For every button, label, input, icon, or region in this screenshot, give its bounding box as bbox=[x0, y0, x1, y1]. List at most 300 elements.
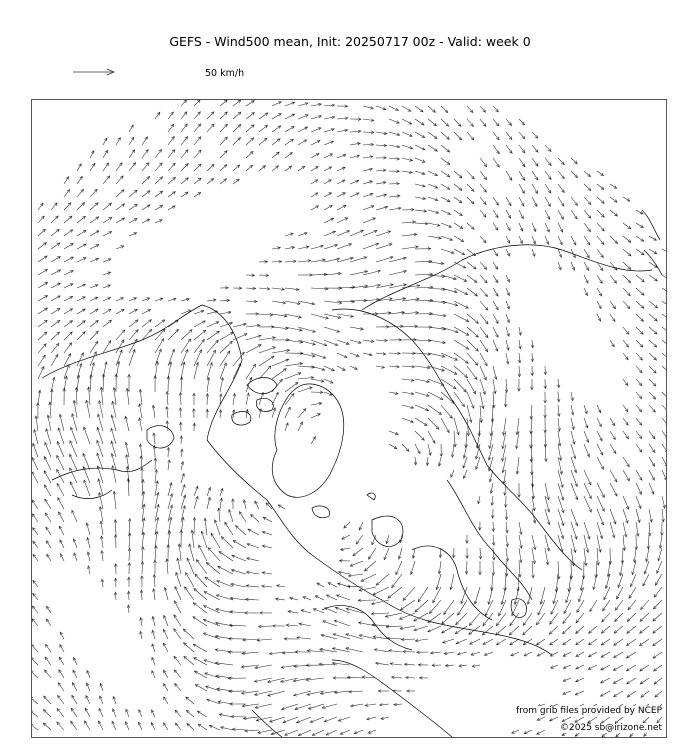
wind-arrow-shaft bbox=[566, 587, 571, 603]
wind-arrow-shaft bbox=[32, 514, 38, 522]
wind-arrow-shaft bbox=[636, 210, 643, 214]
wind-arrow-shaft bbox=[454, 132, 462, 140]
wind-arrow-shaft bbox=[597, 457, 604, 469]
wind-arrow-shaft bbox=[415, 119, 424, 125]
wind-arrow-shaft bbox=[610, 236, 618, 244]
wind-arrow-shaft bbox=[115, 520, 116, 535]
wind-arrow-shaft bbox=[285, 153, 292, 159]
wind-arrow-shaft bbox=[186, 710, 194, 717]
wind-arrow-shaft bbox=[181, 164, 188, 172]
wind-arrow-shaft bbox=[259, 356, 274, 366]
wind-arrow-shaft bbox=[376, 340, 387, 341]
wind-arrow-shaft bbox=[649, 483, 654, 494]
wind-arrow-shaft bbox=[545, 548, 548, 565]
wind-arrow-shaft bbox=[116, 204, 125, 210]
wind-arrow-shaft bbox=[415, 444, 420, 454]
wind-arrow-shaft bbox=[415, 145, 425, 150]
wind-arrow-shaft bbox=[389, 106, 398, 111]
wind-arrow-shaft bbox=[324, 366, 334, 371]
wind-arrow-shaft bbox=[84, 480, 90, 496]
wind-arrow-shaft bbox=[428, 132, 437, 139]
wind-arrow-shaft bbox=[623, 457, 629, 467]
wind-arrow-shaft bbox=[601, 678, 610, 683]
wind-arrow-shaft bbox=[597, 418, 601, 427]
wind-arrow-shaft bbox=[415, 600, 428, 612]
wind-arrow-shaft bbox=[44, 485, 51, 496]
wind-arrow-shaft bbox=[220, 363, 226, 379]
wind-arrow-shaft bbox=[129, 163, 136, 171]
wind-arrow-shaft bbox=[467, 392, 474, 408]
wind-arrow-shaft bbox=[441, 158, 450, 165]
wind-arrow-shaft bbox=[58, 696, 64, 705]
wind-arrow-shaft bbox=[337, 205, 346, 210]
wind-arrow-shaft bbox=[311, 153, 319, 158]
wind-arrow-shaft bbox=[70, 454, 77, 470]
wind-arrow-shaft bbox=[563, 626, 571, 634]
wind-arrow-shaft bbox=[64, 203, 71, 210]
wind-arrow-shaft bbox=[154, 575, 155, 588]
wind-arrow-shaft bbox=[563, 639, 571, 645]
wind-arrow-shaft bbox=[32, 458, 38, 471]
wind-arrow-shaft bbox=[59, 670, 64, 678]
wind-arrow-shaft bbox=[480, 340, 488, 352]
wind-arrow-shaft bbox=[610, 470, 617, 482]
wind-arrow-shaft bbox=[623, 275, 631, 283]
wind-arrow-shaft bbox=[636, 496, 641, 509]
wind-arrow-shaft bbox=[601, 652, 610, 657]
wind-arrow-shaft bbox=[184, 643, 195, 652]
wind-arrow-shaft bbox=[558, 210, 563, 219]
wind-arrow-shaft bbox=[337, 366, 345, 370]
wind-arrow-shaft bbox=[163, 629, 168, 639]
wind-arrow-shaft bbox=[493, 379, 495, 394]
wind-arrow-shaft bbox=[636, 470, 642, 480]
wind-arrow-shaft bbox=[77, 216, 86, 223]
wind-arrow-shaft bbox=[285, 373, 301, 379]
wind-arrow-shaft bbox=[32, 644, 38, 652]
wind-arrow-shaft bbox=[142, 205, 150, 210]
wind-arrow-head bbox=[614, 655, 617, 658]
wind-arrow-shaft bbox=[186, 573, 194, 588]
wind-arrow-shaft bbox=[285, 126, 294, 132]
wind-arrow-shaft bbox=[285, 407, 290, 418]
wind-arrow-head bbox=[629, 595, 632, 598]
wind-arrow-shaft bbox=[246, 301, 257, 302]
wind-arrow-shaft bbox=[493, 145, 499, 154]
wind-arrow-shaft bbox=[389, 271, 407, 275]
wind-arrow-shaft bbox=[597, 171, 604, 176]
wind-arrow-shaft bbox=[32, 657, 38, 665]
wind-arrow-head bbox=[614, 186, 617, 189]
wind-arrow-shaft bbox=[181, 178, 188, 184]
wind-arrow-head bbox=[205, 577, 208, 580]
wind-arrow-head bbox=[44, 256, 47, 259]
wind-arrow-shaft bbox=[519, 171, 525, 180]
wind-arrow-shaft bbox=[614, 652, 623, 658]
wind-arrow-shaft bbox=[233, 363, 241, 379]
wind-arrow-head bbox=[495, 280, 498, 283]
wind-arrow-shaft bbox=[246, 113, 254, 120]
wind-arrow-shaft bbox=[454, 197, 462, 203]
wind-arrow-shaft bbox=[589, 652, 598, 657]
wind-arrow-shaft bbox=[168, 124, 174, 132]
wind-arrow-shaft bbox=[51, 216, 58, 223]
wind-arrow-head bbox=[495, 293, 498, 296]
wind-arrow-shaft bbox=[116, 340, 124, 353]
wind-arrow-shaft bbox=[400, 600, 415, 610]
wind-arrow-shaft bbox=[45, 657, 51, 665]
wind-arrow-head bbox=[400, 607, 403, 610]
wind-arrow-shaft bbox=[155, 320, 165, 327]
wind-arrow-shaft bbox=[142, 309, 151, 314]
wind-arrow-shaft bbox=[615, 613, 623, 622]
wind-arrow-shaft bbox=[626, 652, 636, 658]
wind-arrow-shaft bbox=[198, 724, 207, 730]
wind-arrow-shaft bbox=[402, 106, 411, 111]
wind-arrow-shaft bbox=[334, 620, 350, 626]
wind-arrow-head bbox=[627, 464, 630, 467]
wind-arrow-shaft bbox=[415, 223, 428, 224]
wind-arrow-shaft bbox=[597, 288, 602, 296]
wind-arrow-shaft bbox=[103, 232, 112, 237]
wind-arrow-shaft bbox=[97, 440, 103, 457]
wind-arrow-shaft bbox=[415, 405, 429, 411]
wind-arrow-shaft bbox=[610, 314, 615, 322]
wind-arrow-shaft bbox=[584, 535, 588, 553]
wind-arrow-head bbox=[466, 347, 469, 350]
wind-arrow-shaft bbox=[129, 548, 130, 561]
wind-arrow-shaft bbox=[571, 457, 576, 473]
wind-arrow-shaft bbox=[584, 249, 589, 258]
wind-arrow-shaft bbox=[77, 321, 85, 327]
wind-arrow-shaft bbox=[636, 236, 644, 241]
wind-arrow-head bbox=[614, 643, 617, 646]
wind-arrow-shaft bbox=[576, 652, 584, 657]
wind-arrow-shaft bbox=[523, 639, 532, 645]
wind-arrow-shaft bbox=[396, 561, 402, 575]
wind-arrow-shaft bbox=[32, 500, 38, 509]
wind-arrow-shaft bbox=[441, 379, 456, 389]
wind-arrow-shaft bbox=[454, 171, 462, 178]
wind-arrow-shaft bbox=[186, 697, 194, 704]
wind-arrow-shaft bbox=[493, 314, 498, 324]
wind-arrow-shaft bbox=[72, 414, 77, 431]
wind-arrow-shaft bbox=[662, 366, 666, 373]
wind-arrow-shaft bbox=[613, 678, 623, 683]
wind-arrow-head bbox=[121, 340, 124, 343]
wind-arrow-shaft bbox=[57, 442, 64, 458]
wind-arrow-shaft bbox=[311, 260, 325, 262]
wind-arrow-shaft bbox=[220, 341, 232, 353]
wind-arrow-shaft bbox=[389, 353, 400, 354]
wind-arrow-shaft bbox=[649, 301, 658, 308]
wind-arrow-shaft bbox=[654, 665, 663, 671]
wind-arrow-shaft bbox=[90, 231, 99, 236]
wind-arrow-head bbox=[32, 500, 35, 503]
wind-arrow-shaft bbox=[64, 257, 73, 262]
wind-arrow-shaft bbox=[428, 171, 438, 176]
wind-arrow-shaft bbox=[649, 366, 656, 373]
wind-arrow-shaft bbox=[571, 548, 574, 566]
wind-arrow-shaft bbox=[44, 471, 51, 483]
wind-arrow-shaft bbox=[496, 626, 506, 635]
wind-arrow-shaft bbox=[324, 193, 332, 197]
wind-arrow-shaft bbox=[653, 613, 662, 621]
wind-arrow-shaft bbox=[99, 708, 103, 717]
wind-arrow-shaft bbox=[441, 210, 451, 215]
wind-arrow-shaft bbox=[168, 320, 178, 327]
wind-arrow-head bbox=[72, 695, 75, 698]
wind-arrow-shaft bbox=[662, 353, 666, 360]
wind-arrow-shaft bbox=[467, 288, 478, 296]
wind-arrow-shaft bbox=[199, 545, 207, 561]
wind-arrow-shaft bbox=[640, 613, 649, 621]
wind-arrow-shaft bbox=[194, 658, 207, 665]
wind-arrow-shaft bbox=[493, 275, 498, 283]
wind-arrow-shaft bbox=[116, 309, 124, 314]
wind-arrow-shaft bbox=[64, 296, 73, 301]
wind-arrow-shaft bbox=[532, 197, 537, 206]
wind-arrow-shaft bbox=[221, 537, 233, 548]
wind-arrow-shaft bbox=[584, 483, 591, 499]
reference-arrow-label: 50 km/h bbox=[205, 68, 245, 79]
wind-arrow-shaft bbox=[467, 327, 479, 337]
wind-arrow-shaft bbox=[51, 354, 58, 366]
wind-arrow-shaft bbox=[480, 314, 488, 324]
wind-arrow-shaft bbox=[116, 330, 125, 340]
wind-arrow-shaft bbox=[493, 210, 498, 218]
wind-arrow-head bbox=[83, 230, 86, 233]
wind-arrow-shaft bbox=[45, 670, 52, 678]
wind-arrow-shaft bbox=[467, 379, 476, 394]
wind-arrow-shaft bbox=[298, 730, 311, 736]
wind-arrow-shaft bbox=[46, 429, 51, 444]
wind-arrow-shaft bbox=[272, 359, 289, 366]
wind-arrow-shaft bbox=[545, 197, 550, 206]
wind-arrow-shaft bbox=[206, 563, 220, 575]
wind-arrow-shaft bbox=[376, 231, 391, 236]
wind-arrow-shaft bbox=[103, 320, 112, 327]
wind-arrow-shaft bbox=[38, 243, 46, 249]
wind-arrow-shaft bbox=[562, 717, 571, 722]
wind-arrow-shaft bbox=[246, 377, 252, 392]
wind-arrow-shaft bbox=[563, 652, 571, 656]
wind-arrow-shaft bbox=[649, 249, 657, 254]
wind-arrow-shaft bbox=[441, 106, 448, 113]
wind-arrow-shaft bbox=[584, 184, 591, 191]
wind-arrow-shaft bbox=[467, 262, 476, 269]
wind-arrow-shaft bbox=[402, 444, 409, 451]
wind-arrow-shaft bbox=[363, 144, 374, 145]
wind-arrow-shaft bbox=[142, 150, 148, 159]
wind-arrow-shaft bbox=[610, 522, 614, 538]
wind-arrow-shaft bbox=[454, 392, 465, 407]
wind-arrow-shaft bbox=[349, 691, 363, 692]
wind-arrow-shaft bbox=[604, 587, 610, 600]
wind-arrow-shaft bbox=[662, 249, 666, 253]
wind-arrow-shaft bbox=[38, 296, 48, 302]
wind-arrow-shaft bbox=[324, 205, 332, 210]
coastline-hudson-bay bbox=[147, 426, 174, 448]
wind-arrow-shaft bbox=[623, 496, 629, 509]
wind-arrow-head bbox=[46, 527, 49, 530]
wind-arrow-shaft bbox=[662, 470, 666, 481]
wind-arrow-shaft bbox=[272, 379, 282, 392]
wind-arrow-shaft bbox=[415, 431, 424, 440]
wind-arrow-shaft bbox=[60, 645, 64, 652]
wind-arrow-shaft bbox=[297, 717, 312, 723]
wind-arrow-shaft bbox=[259, 626, 273, 627]
wind-arrow-shaft bbox=[168, 329, 179, 340]
wind-arrow-head bbox=[601, 642, 604, 645]
wind-arrow-shaft bbox=[641, 600, 649, 610]
wind-arrow-shaft bbox=[283, 717, 298, 723]
wind-arrow-shaft bbox=[64, 284, 73, 288]
wind-arrow-shaft bbox=[519, 366, 520, 377]
wind-arrow-shaft bbox=[558, 223, 563, 232]
wind-arrow-shaft bbox=[168, 192, 175, 197]
wind-arrow-shaft bbox=[64, 190, 70, 198]
wind-arrow-shaft bbox=[454, 275, 467, 281]
wind-arrow-shaft bbox=[371, 613, 389, 614]
wind-arrow-shaft bbox=[324, 154, 332, 158]
wind-arrow-shaft bbox=[528, 587, 532, 604]
wind-arrow-shaft bbox=[184, 656, 194, 665]
wind-arrow-shaft bbox=[640, 678, 649, 684]
wind-arrow-shaft bbox=[225, 522, 233, 535]
wind-arrow-shaft bbox=[441, 197, 450, 202]
wind-arrow-shaft bbox=[610, 431, 615, 440]
wind-arrow-head bbox=[455, 631, 458, 634]
wind-arrow-shaft bbox=[610, 197, 617, 202]
wind-arrow-shaft bbox=[142, 219, 150, 223]
wind-arrow-shaft bbox=[312, 730, 324, 735]
wind-arrow-shaft bbox=[454, 262, 466, 268]
wind-arrow-shaft bbox=[76, 388, 77, 406]
wind-arrow-shaft bbox=[640, 626, 649, 633]
wind-arrow-shaft bbox=[601, 691, 611, 696]
wind-arrow-shaft bbox=[636, 418, 642, 425]
wind-arrow-shaft bbox=[626, 665, 636, 671]
wind-arrow-shaft bbox=[628, 600, 636, 610]
wind-arrow-shaft bbox=[70, 441, 77, 457]
wind-arrow-shaft bbox=[549, 626, 558, 634]
wind-arrow-shaft bbox=[142, 320, 152, 327]
wind-arrow-shaft bbox=[643, 574, 649, 586]
wind-arrow-shaft bbox=[51, 296, 60, 301]
wind-arrow-shaft bbox=[631, 574, 637, 587]
wind-arrow-shaft bbox=[51, 229, 59, 236]
wind-arrow-shaft bbox=[207, 322, 219, 327]
wind-arrow-shaft bbox=[418, 587, 428, 602]
wind-arrow-shaft bbox=[623, 470, 629, 481]
wind-arrow-shaft bbox=[51, 283, 60, 288]
wind-arrow-shaft bbox=[84, 427, 90, 444]
wind-arrow-shaft bbox=[454, 119, 461, 126]
wind-arrow-shaft bbox=[311, 353, 326, 358]
wind-arrow-shaft bbox=[270, 717, 285, 722]
wind-arrow-shaft bbox=[623, 223, 631, 229]
wind-arrow-shaft bbox=[32, 711, 38, 718]
wind-arrow-shaft bbox=[470, 639, 480, 644]
wind-arrow-shaft bbox=[536, 613, 545, 625]
wind-arrow-shaft bbox=[70, 468, 77, 483]
wind-arrow-shaft bbox=[112, 415, 117, 431]
wind-arrow-shaft bbox=[51, 320, 60, 327]
wind-arrow-shaft bbox=[44, 457, 51, 471]
wind-arrow-shaft bbox=[194, 330, 206, 340]
wind-arrow-shaft bbox=[33, 528, 38, 535]
wind-arrow-shaft bbox=[194, 339, 204, 353]
wind-arrow-shaft bbox=[648, 535, 649, 549]
wind-arrow-shaft bbox=[493, 197, 498, 205]
coastline-svalbard bbox=[367, 493, 375, 500]
wind-arrow-shaft bbox=[428, 340, 445, 343]
wind-arrow-shaft bbox=[597, 431, 602, 441]
wind-arrow-shaft bbox=[636, 340, 643, 347]
wind-arrow-shaft bbox=[614, 639, 623, 645]
wind-arrow-shaft bbox=[365, 561, 377, 571]
wind-arrow-shaft bbox=[454, 379, 466, 392]
wind-arrow-head bbox=[315, 167, 318, 170]
wind-arrow-shaft bbox=[571, 236, 576, 245]
wind-arrow-shaft bbox=[239, 512, 246, 522]
wind-arrow-shaft bbox=[315, 596, 324, 600]
wind-arrow-shaft bbox=[195, 574, 207, 587]
wind-arrow-shaft bbox=[194, 518, 195, 536]
wind-arrow-shaft bbox=[636, 275, 644, 282]
wind-arrow-shaft bbox=[86, 696, 90, 705]
wind-arrow-shaft bbox=[662, 275, 666, 280]
wind-arrow-shaft bbox=[571, 197, 578, 206]
wind-arrow-head bbox=[45, 513, 48, 516]
wind-arrow-shaft bbox=[45, 443, 51, 458]
wind-arrow-shaft bbox=[116, 218, 125, 223]
wind-arrow-shaft bbox=[38, 283, 48, 289]
wind-arrow-shaft bbox=[480, 275, 487, 283]
wind-arrow-shaft bbox=[649, 470, 654, 480]
wind-arrow-shaft bbox=[361, 574, 376, 581]
wind-arrow-shaft bbox=[415, 106, 423, 112]
wind-arrow-shaft bbox=[519, 145, 525, 153]
wind-arrow-shaft bbox=[363, 218, 375, 223]
wind-arrow-shaft bbox=[480, 119, 486, 126]
wind-arrow-shaft bbox=[57, 469, 64, 483]
wind-arrow-shaft bbox=[220, 332, 233, 340]
wind-map bbox=[31, 99, 667, 738]
wind-arrow-shaft bbox=[662, 288, 666, 294]
wind-arrow-shaft bbox=[662, 340, 666, 347]
wind-arrow-shaft bbox=[38, 308, 47, 314]
wind-arrow-shaft bbox=[636, 353, 642, 360]
wind-arrow-shaft bbox=[636, 522, 638, 536]
wind-arrow-shaft bbox=[116, 190, 124, 197]
wind-arrow-shaft bbox=[454, 249, 465, 255]
wind-arrow-shaft bbox=[662, 418, 666, 426]
wind-arrow-shaft bbox=[185, 587, 195, 600]
wind-arrow-shaft bbox=[116, 176, 123, 184]
wind-arrow-shaft bbox=[467, 119, 474, 127]
wind-arrow-shaft bbox=[44, 696, 51, 704]
wind-arrow-shaft bbox=[103, 163, 109, 171]
wind-arrow-shaft bbox=[415, 132, 425, 138]
wind-arrow-shaft bbox=[617, 587, 624, 599]
wind-arrow-shaft bbox=[246, 345, 261, 353]
coastline-iceland bbox=[312, 506, 330, 518]
wind-arrow-shaft bbox=[51, 343, 59, 353]
wind-arrow-head bbox=[109, 217, 112, 220]
wind-arrow-shaft bbox=[77, 189, 84, 197]
